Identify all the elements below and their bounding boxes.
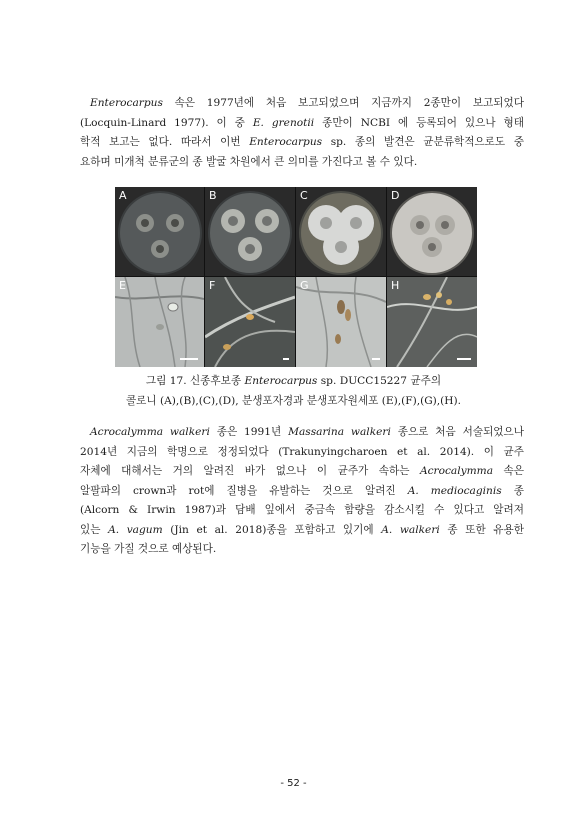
scale-bar [180, 358, 198, 360]
colony-plate-image [205, 187, 295, 276]
panel-label-h: H [391, 279, 400, 292]
page-number: - 52 - [280, 778, 307, 789]
panel-label-f: F [209, 279, 216, 292]
paragraph-acrocalymma [80, 423, 524, 560]
micrograph-image [115, 277, 204, 367]
text-line: 요하며 미개척 분류군의 종 발굴 차원에서 큰 의미를 가진다고 볼 수 있다. [80, 155, 418, 168]
panel-c [296, 187, 386, 276]
text-line: 2014년 지금의 학명으로 정정되었다 (Trakunyingcharoen et al. 2014). 이 균주 [80, 445, 524, 458]
text-line: 알팔파의 crown과 rot에 질병을 유발하는 것으로 알려진 A. mediocaginis 종 [80, 484, 524, 497]
colony-plate-image [115, 187, 204, 276]
text-line: Enterocarpus 속은 1977년에 처음 보고되었으며 지금까지 2종만이 보고되었다 [90, 97, 524, 109]
panel-label-g: G [300, 279, 309, 292]
panel-label-a: A [119, 189, 127, 202]
panel-label-b: B [209, 189, 217, 202]
text-line: (Locquin-Linard 1977). 이 중 E. grenotii 종만이 NCBI 에 등록되어 있으나 형태 [80, 116, 524, 129]
scale-bar [457, 358, 471, 360]
micrograph-image [296, 277, 386, 367]
panel-g [296, 277, 386, 367]
micrograph-image [387, 277, 477, 367]
colony-plate-image [296, 187, 386, 276]
panel-d [387, 187, 477, 276]
paragraph-enterocarpus [80, 94, 524, 172]
panel-e [115, 277, 204, 367]
panel-a [115, 187, 204, 276]
text-line: 자체에 대해서는 거의 알려진 바가 없으나 이 균주가 속하는 Acrocalymma 속은 [80, 465, 524, 477]
figure-caption-line-1: 그림 17. 신종후보종 Enterocarpus sp. DUCC15227 균주의 [145, 375, 442, 387]
text-line: 있는 A. vagum (Jin et al. 2018)종을 포함하고 있기에 A. walkeri 종 또한 유용한 [80, 523, 524, 536]
text-line: 학적 보고는 없다. 따라서 이번 Enterocarpus sp. 종의 발견은 균분류학적으로도 중 [80, 136, 524, 148]
figure-caption-line-2: 콜로니 (A),(B),(C),(D), 분생포자경과 분생포자원세포 (E),(F),(G),(H). [125, 395, 462, 407]
text-line: 기능을 가질 것으로 예상된다. [80, 543, 217, 555]
scale-bar [283, 358, 289, 360]
panel-label-d: D [391, 189, 400, 202]
panel-label-c: C [300, 189, 308, 202]
panel-b [205, 187, 295, 276]
panel-f [205, 277, 295, 367]
scale-bar [372, 358, 380, 360]
panel-label-e: E [119, 279, 126, 292]
text-line: (Alcorn & Irwin 1987)과 담배 잎에서 중금속 함량을 감소시킬 수 있다고 알려져 [80, 504, 524, 516]
figure-17 [115, 187, 477, 367]
text-line: Acrocalymma walkeri 종은 1991년 Massarina walkeri 종으로 처음 서술되었으나 [90, 426, 525, 438]
colony-plate-image [387, 187, 477, 276]
panel-h [387, 277, 477, 367]
micrograph-image [205, 277, 295, 367]
